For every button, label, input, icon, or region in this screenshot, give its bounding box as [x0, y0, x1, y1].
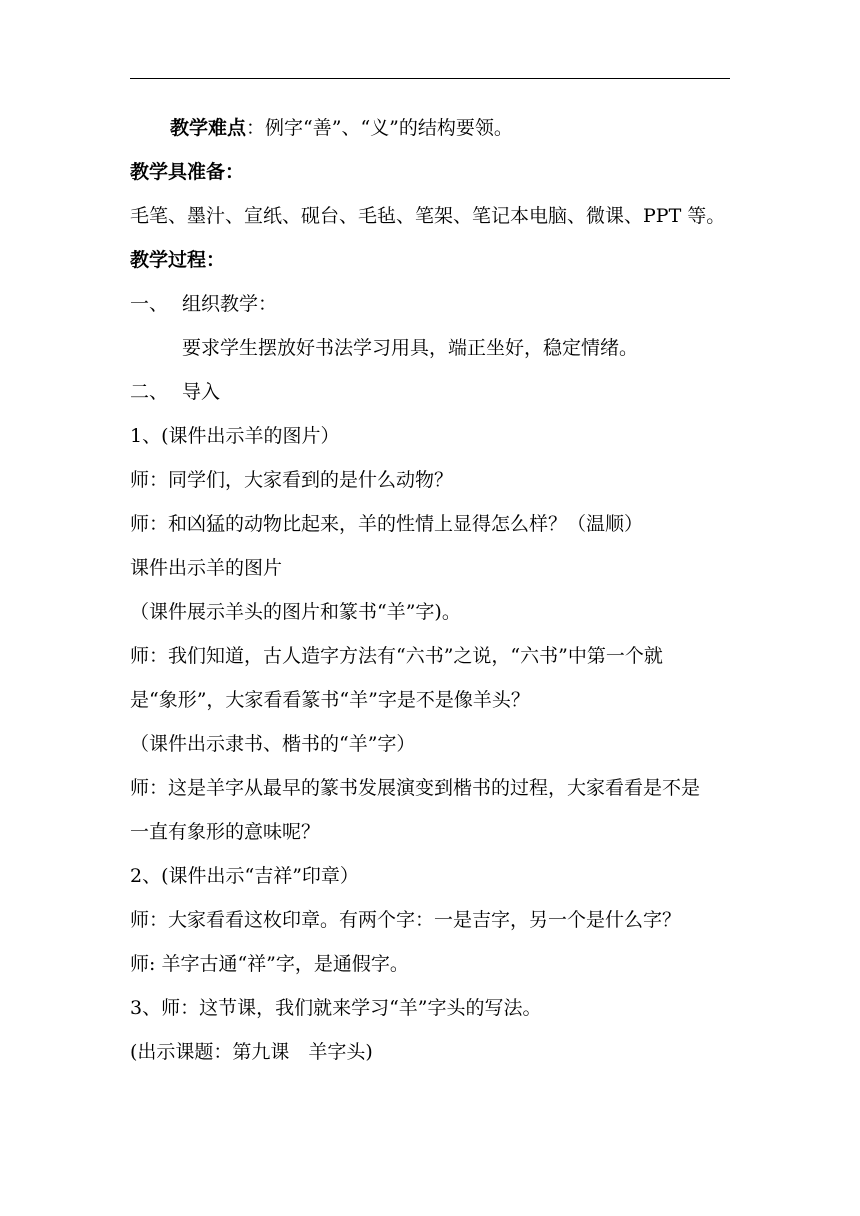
- body-line: 师：同学们，大家看到的是什么动物？: [130, 469, 454, 491]
- difficulty-text: ：例字“善”、“义”的结构要领。: [246, 117, 513, 139]
- body-line: (出示课题：第九课 羊字头): [130, 1041, 373, 1063]
- body-line: 2、(课件出示“吉祥”印章）: [130, 865, 359, 887]
- body-line: 师：和凶猛的动物比起来，羊的性情上显得怎么样？（温顺）: [130, 513, 644, 535]
- body-line: （课件出示隶书、楷书的“羊”字）: [130, 733, 416, 755]
- difficulty-line: [130, 106, 734, 150]
- section-1-text: 要求学生摆放好书法学习用具，端正坐好，稳定情绪。: [182, 337, 639, 359]
- prep-text: 毛笔、墨汁、宣纸、砚台、毛毡、笔架、笔记本电脑、微课、PPT 等。: [130, 205, 726, 227]
- body-line: （课件展示羊头的图片和篆书“羊”字)。: [130, 601, 461, 623]
- body-line: 是“象形”，大家看看篆书“羊”字是不是像羊头？: [130, 689, 530, 711]
- header-rule: [130, 78, 730, 79]
- body-line: 课件出示羊的图片: [130, 557, 283, 579]
- prep-heading: 教学具准备：: [130, 161, 245, 183]
- body-line: 师：大家看看这枚印章。有两个字：一是吉字，另一个是什么字？: [130, 909, 682, 931]
- body-line: 一直有象形的意味呢？: [130, 821, 321, 843]
- section-2-number: 二、: [130, 381, 169, 403]
- body-line: 师：我们知道，古人造字方法有“六书”之说，“六书”中第一个就: [130, 645, 663, 667]
- process-heading: 教学过程：: [130, 249, 226, 271]
- body-line: 师: 羊字古通“祥”字，是通假字。: [130, 953, 409, 975]
- body-line: 3、师：这节课，我们就来学习“羊”字头的写法。: [130, 997, 542, 1019]
- section-1-title: 组织教学：: [182, 293, 278, 315]
- section-2-heading: [130, 370, 734, 414]
- body-line: 师：这是羊字从最早的篆书发展演变到楷书的过程，大家看看是不是: [130, 777, 701, 799]
- body-line: 1、(课件出示羊的图片）: [130, 425, 340, 447]
- difficulty-label: 教学难点: [170, 117, 247, 139]
- section-1-heading: [130, 282, 734, 326]
- document-body: [130, 106, 734, 1074]
- section-1-number: 一、: [130, 293, 169, 315]
- section-2-title: 导入: [182, 381, 221, 403]
